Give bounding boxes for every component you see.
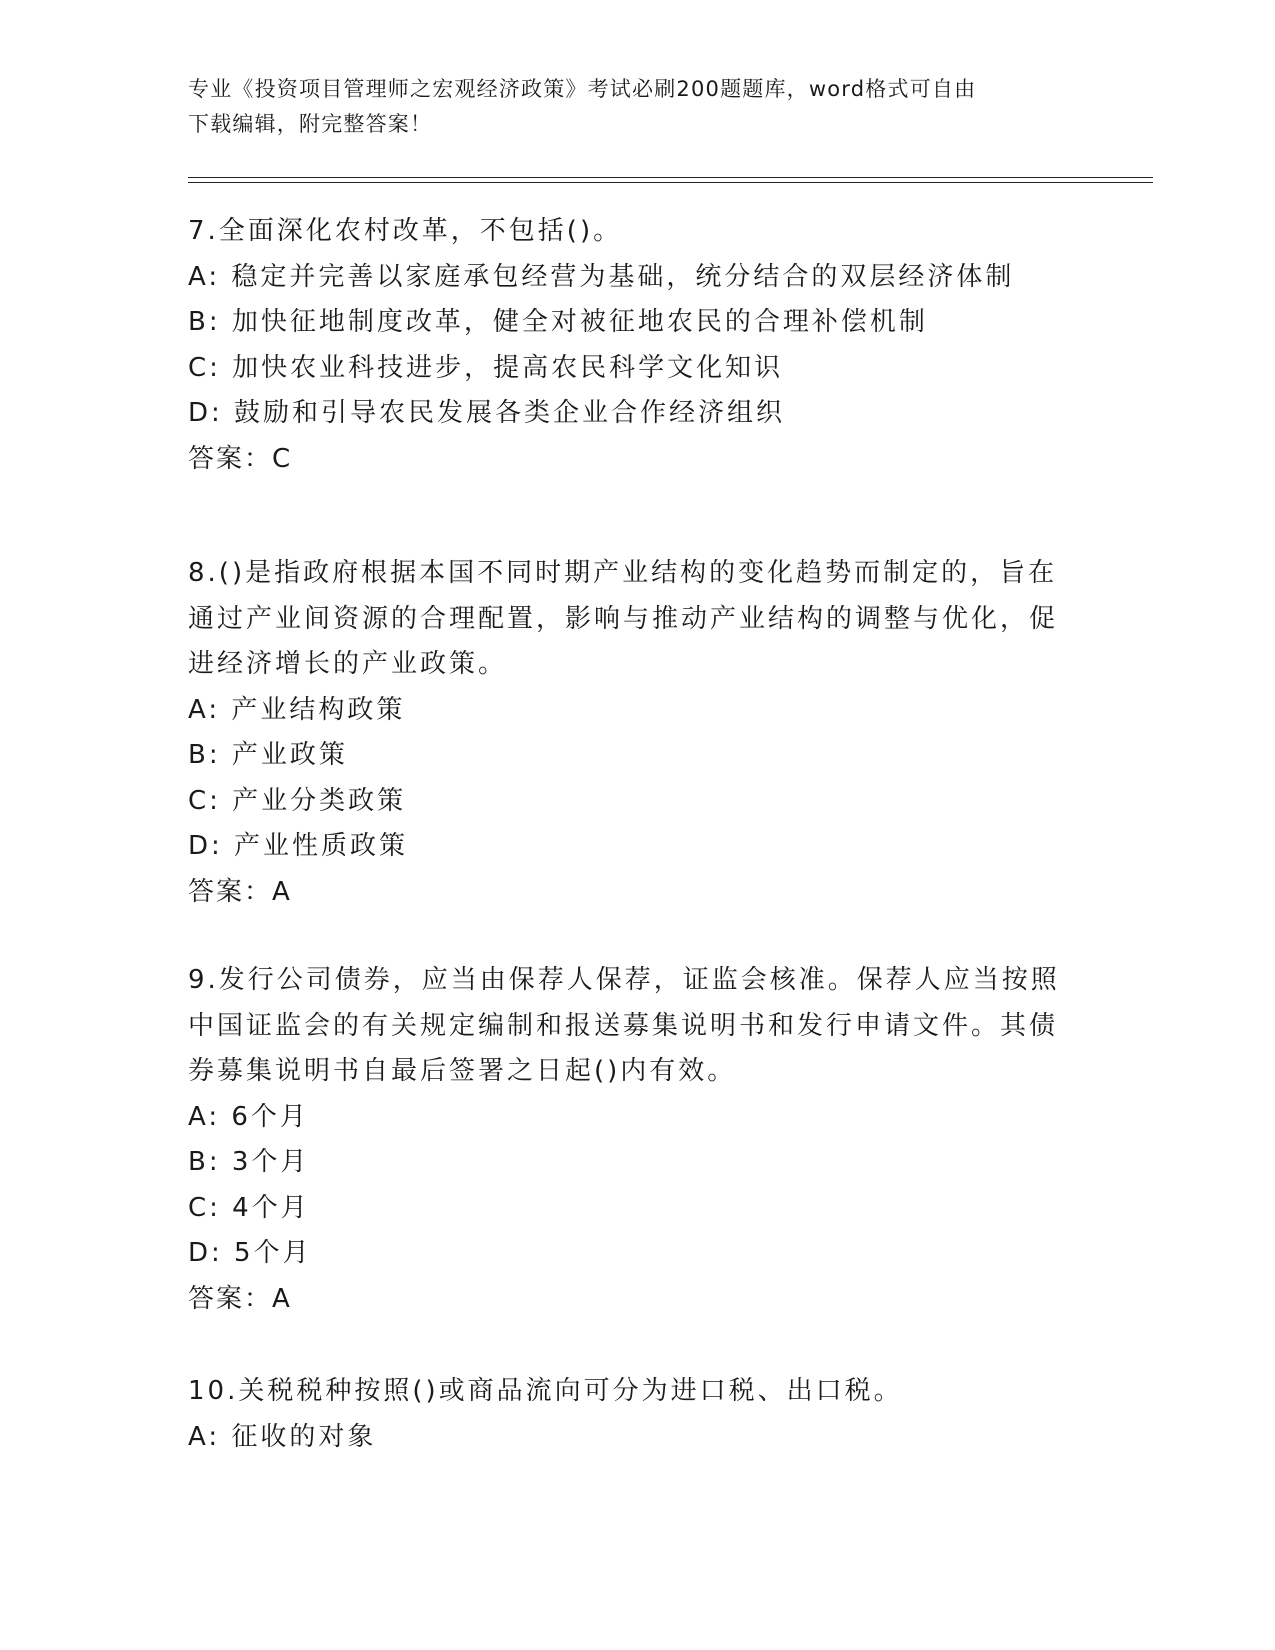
question-stem-line-2: 通过产业间资源的合理配置，影响与推动产业结构的调整与优化，促 <box>188 603 1059 634</box>
option-d: D: 鼓励和引导农民发展各类企业合作经济组织 <box>188 398 786 428</box>
answer: 答案：A <box>188 1283 292 1314</box>
question-stem-line-3: 进经济增长的产业政策。 <box>188 649 508 679</box>
question-9 <box>188 958 1068 1322</box>
option-a: A: 稳定并完善以家庭承包经营为基础，统分结合的双层经济体制 <box>188 261 1015 292</box>
question-8 <box>188 551 1068 915</box>
option-c: C: 产业分类政策 <box>188 785 407 816</box>
question-stem-line-1: 8.()是指政府根据本国不同时期产业结构的变化趋势而制定的，旨在 <box>188 558 1058 588</box>
option-d: D: 5个月 <box>188 1238 312 1268</box>
answer: 答案：A <box>188 876 292 907</box>
option-b: B: 产业政策 <box>188 740 348 770</box>
header-line-2: 下载编辑，附完整答案！ <box>188 112 433 136</box>
answer: 答案：C <box>188 443 293 474</box>
option-c: C: 加快农业科技进步，提高农民科学文化知识 <box>188 352 784 383</box>
option-a: A: 6个月 <box>188 1101 309 1132</box>
option-a: A: 征收的对象 <box>188 1421 377 1452</box>
question-stem-line-1: 9.发行公司债券，应当由保荐人保荐，证监会核准。保荐人应当按照 <box>188 965 1060 995</box>
question-stem-line-2: 中国证监会的有关规定编制和报送募集说明书和发行申请文件。其债 <box>188 1010 1059 1041</box>
option-c: C: 4个月 <box>188 1192 310 1223</box>
document-header <box>188 72 1088 142</box>
question-7 <box>188 209 1068 482</box>
option-d: D: 产业性质政策 <box>188 831 409 861</box>
question-stem: 7.全面深化农村改革，不包括()。 <box>188 216 623 246</box>
option-b: B: 3个月 <box>188 1147 310 1177</box>
question-stem: 10.关税税种按照()或商品流向可分为进口税、出口税。 <box>188 1376 903 1406</box>
header-divider-bottom <box>188 182 1153 183</box>
option-a: A: 产业结构政策 <box>188 694 406 725</box>
header-divider-top <box>188 177 1153 178</box>
option-b: B: 加快征地制度改革，健全对被征地农民的合理补偿机制 <box>188 307 928 337</box>
question-10 <box>188 1369 1068 1460</box>
question-stem-line-3: 券募集说明书自最后签署之日起()内有效。 <box>188 1056 737 1086</box>
header-line-1: 专业《投资项目管理师之宏观经济政策》考试必刷200题题库，word格式可自由 <box>188 77 977 101</box>
